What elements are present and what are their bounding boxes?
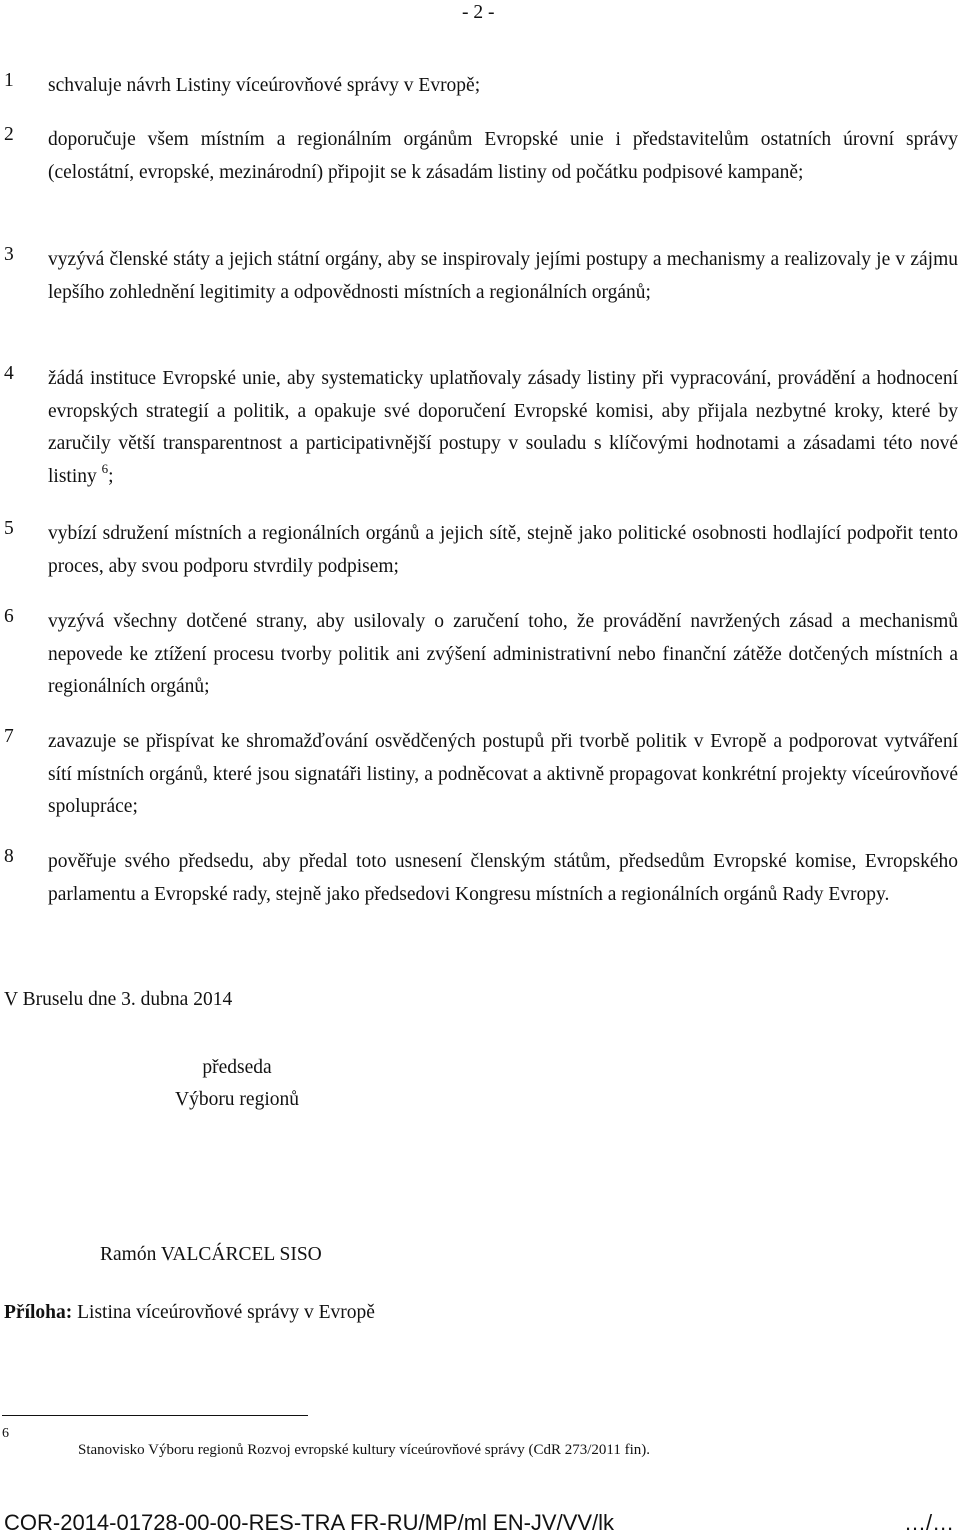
resolution-point-5 — [0, 518, 960, 583]
footnote-text: Stanovisko Výboru regionů Rozvoj evropské kultury víceúrovňové správy (CdR 273/2011 fin). — [78, 1442, 651, 1458]
resolution-point-6 — [0, 606, 960, 704]
signatory-role-line-2: Výboru regionů — [174, 1089, 300, 1110]
point-text: vybízí sdružení místních a regionálních orgánů a jejich sítě, stejně jako politické osobnosti hodlající podpořit tento proces, aby svou podporu stvrdily podpisem; — [48, 523, 958, 577]
resolution-point-3 — [0, 244, 960, 309]
point-text: doporučuje všem místním a regionálním orgánům Evropské unie i představitelům ostatních úrovní správy (celostátní, evropské, mezinárodní) připojit se k zásadám listiny od počátku podpisové kampaně; — [48, 129, 958, 183]
point-text: vyzývá všechny dotčené strany, aby usilovaly o zaručení toho, že provádění navržených zásad a mechanismů nepovede ke ztížení procesu tvorby politik ani zvýšení administrativní nebo finanční zátěže dotčených místních a regionálních orgánů; — [48, 611, 958, 697]
resolution-point-2 — [0, 124, 960, 189]
point-text: pověřuje svého předsedu, aby předal toto usnesení členským státům, předsedům Evropské komise, Evropského parlamentu a Evropské rady, stejně jako předsedovi Kongresu místních a regionálních orgánů Rady Evropy. — [48, 851, 958, 905]
point-number: 8 — [4, 846, 14, 867]
resolution-point-7 — [0, 726, 960, 824]
point-text-body: žádá instituce Evropské unie, aby systematicky uplatňovaly zásady listiny při vypracování, provádění a hodnocení evropských strategií a politik, a opakuje své doporučení Evropské komisi, aby přijala nezbytné kroky, které by zaručily větší transparentnost a participativnější postupy v souladu s klíčovými hodnotami a zásadami této nové listiny — [48, 368, 958, 487]
point-number: 6 — [4, 606, 14, 627]
point-text — [48, 363, 958, 493]
point-number: 7 — [4, 726, 14, 747]
place-and-date: V Bruselu dne 3. dubna 2014 — [4, 989, 233, 1010]
document-reference: COR-2014-01728-00-00-RES-TRA FR-RU/MP/ml EN-JV/VV/lk — [4, 1510, 615, 1535]
resolution-point-4 — [0, 363, 960, 493]
point-number: 2 — [4, 124, 14, 145]
point-number: 3 — [4, 244, 14, 265]
signatory-role-line-1: předseda — [202, 1057, 272, 1078]
page-number: - 2 - — [462, 2, 495, 23]
signatory-role — [162, 1052, 312, 1116]
point-text: vyzývá členské státy a jejich státní orgány, aby se inspirovaly jejími postupy a mechanismy a realizovaly je v zájmu lepšího zohlednění legitimity a odpovědnosti místních a regionálních orgánů; — [48, 249, 958, 303]
annex-line — [4, 1302, 375, 1324]
point-text-end: ; — [108, 465, 114, 487]
resolution-point-1 — [0, 70, 960, 103]
point-text: zavazuje se přispívat ke shromažďování osvědčených postupů při tvorbě politik v Evropě a podporovat vytváření sítí místních orgánů, které jsou signatáři listiny, a podněcovat a aktivně propagovat konkrétní projekty víceúrovňové spolupráce; — [48, 731, 958, 817]
point-number: 1 — [4, 70, 14, 91]
footnote-number: 6 — [2, 1426, 9, 1441]
resolution-point-8 — [0, 846, 960, 911]
footnote-separator — [2, 1415, 308, 1416]
signatory-name: Ramón VALCÁRCEL SISO — [100, 1244, 322, 1265]
point-text: schvaluje návrh Listiny víceúrovňové správy v Evropě; — [48, 75, 481, 96]
footnote-reference[interactable]: 6 — [101, 460, 109, 476]
point-number: 4 — [4, 363, 14, 384]
annex-title: Listina víceúrovňové správy v Evropě — [72, 1302, 375, 1323]
annex-label: Příloha: — [4, 1302, 73, 1323]
continuation-marker: …/… — [904, 1510, 955, 1535]
point-number: 5 — [4, 518, 14, 539]
